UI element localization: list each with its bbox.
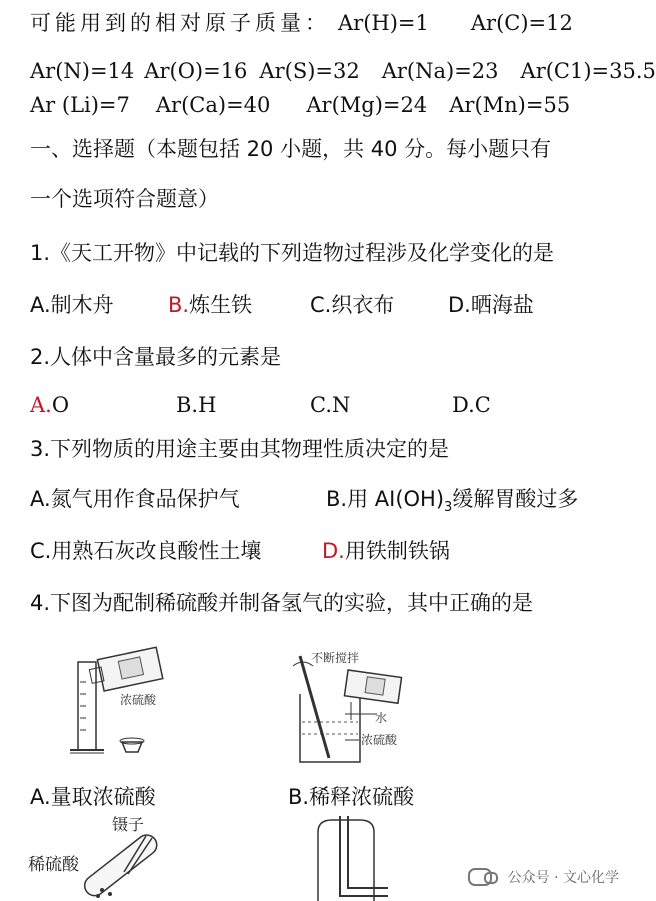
mass-ca: Ar(Ca)=40 <box>155 93 271 117</box>
q4-option-a: A.量取浓硫酸 <box>30 785 156 809</box>
wechat-icon <box>468 868 492 886</box>
question-3-stem: 3.下列物质的用途主要由其物理性质决定的是 <box>30 437 450 461</box>
figure-c-acid-label: 稀硫酸 <box>28 855 79 875</box>
answer-mark: A. <box>30 393 52 417</box>
watermark <box>468 867 619 887</box>
figure-c-tweezers-label: 镊子 <box>112 815 145 834</box>
q2-option-b: B.H <box>176 393 217 417</box>
figure-c-test-tube <box>28 810 198 901</box>
mass-s: Ar(S)=32 <box>259 59 360 83</box>
mass-o: Ar(O)=16 <box>144 59 248 83</box>
mass-n: Ar(N)=14 <box>30 59 135 83</box>
q3-option-c: C.用熟石灰改良酸性土壤 <box>30 539 262 563</box>
question-4-stem: 4.下图为配制稀硫酸并制备氢气的实验，其中正确的是 <box>30 591 534 615</box>
figure-b-acid-label: 浓硫酸 <box>361 733 398 747</box>
answer-mark: B. <box>168 293 190 317</box>
q4-option-b: B.稀释浓硫酸 <box>288 785 415 809</box>
atomic-mass-row-2 <box>30 58 656 84</box>
q3-option-d: D.用铁制铁锅 <box>322 539 450 563</box>
question-2-stem: 2.人体中含量最多的元素是 <box>30 345 282 369</box>
answer-mark: D. <box>322 539 345 563</box>
q2-option-d: D.C <box>452 393 491 417</box>
figure-a-measuring <box>60 632 250 767</box>
figure-b-water-label: 水 <box>375 711 388 725</box>
section-title: 一、选择题（本题包括 20 小题，共 40 分。每小题只有 <box>30 137 552 161</box>
figure-d-apparatus <box>300 816 410 901</box>
question-1-stem: 1.《天工开物》中记载的下列造物过程涉及化学变化的是 <box>30 241 555 265</box>
atomic-mass-row-1 <box>30 10 573 36</box>
q1-option-d: D.晒海盐 <box>448 293 534 317</box>
q3-option-a: A.氮气用作食品保护气 <box>30 487 240 511</box>
q1-option-b: B.炼生铁 <box>168 293 253 317</box>
mass-mn: Ar(Mn)=55 <box>449 93 571 117</box>
figure-b-diluting <box>285 644 455 769</box>
mass-cl: Ar(C1)=35.5 <box>520 59 656 83</box>
q1-option-c: C.织衣布 <box>310 293 395 317</box>
watermark-text: 公众号 · 文心化学 <box>507 870 619 886</box>
atomic-mass-label: 可能用到的相对原子质量： <box>30 11 330 35</box>
q3-option-b: B.用 $AI(OH)_3$缓解胃酸过多 <box>326 487 579 516</box>
figure-a-label: 浓硫酸 <box>120 693 157 707</box>
section-title-cont: 一个选项符合题意） <box>30 187 219 211</box>
q2-option-a: A.O <box>30 393 70 417</box>
mass-h: Ar(H)=1 <box>338 11 429 35</box>
atomic-mass-row-3 <box>30 92 570 118</box>
figure-b-stir-label: 不断搅拌 <box>311 651 360 665</box>
mass-na: Ar(Na)=23 <box>381 59 499 83</box>
q2-option-c: C.N <box>310 393 351 417</box>
mass-c: Ar(C)=12 <box>470 11 573 35</box>
mass-mg: Ar(Mg)=24 <box>306 93 428 117</box>
mass-li: Ar (Li)=7 <box>30 93 130 117</box>
q1-option-a: A.制木舟 <box>30 293 114 317</box>
